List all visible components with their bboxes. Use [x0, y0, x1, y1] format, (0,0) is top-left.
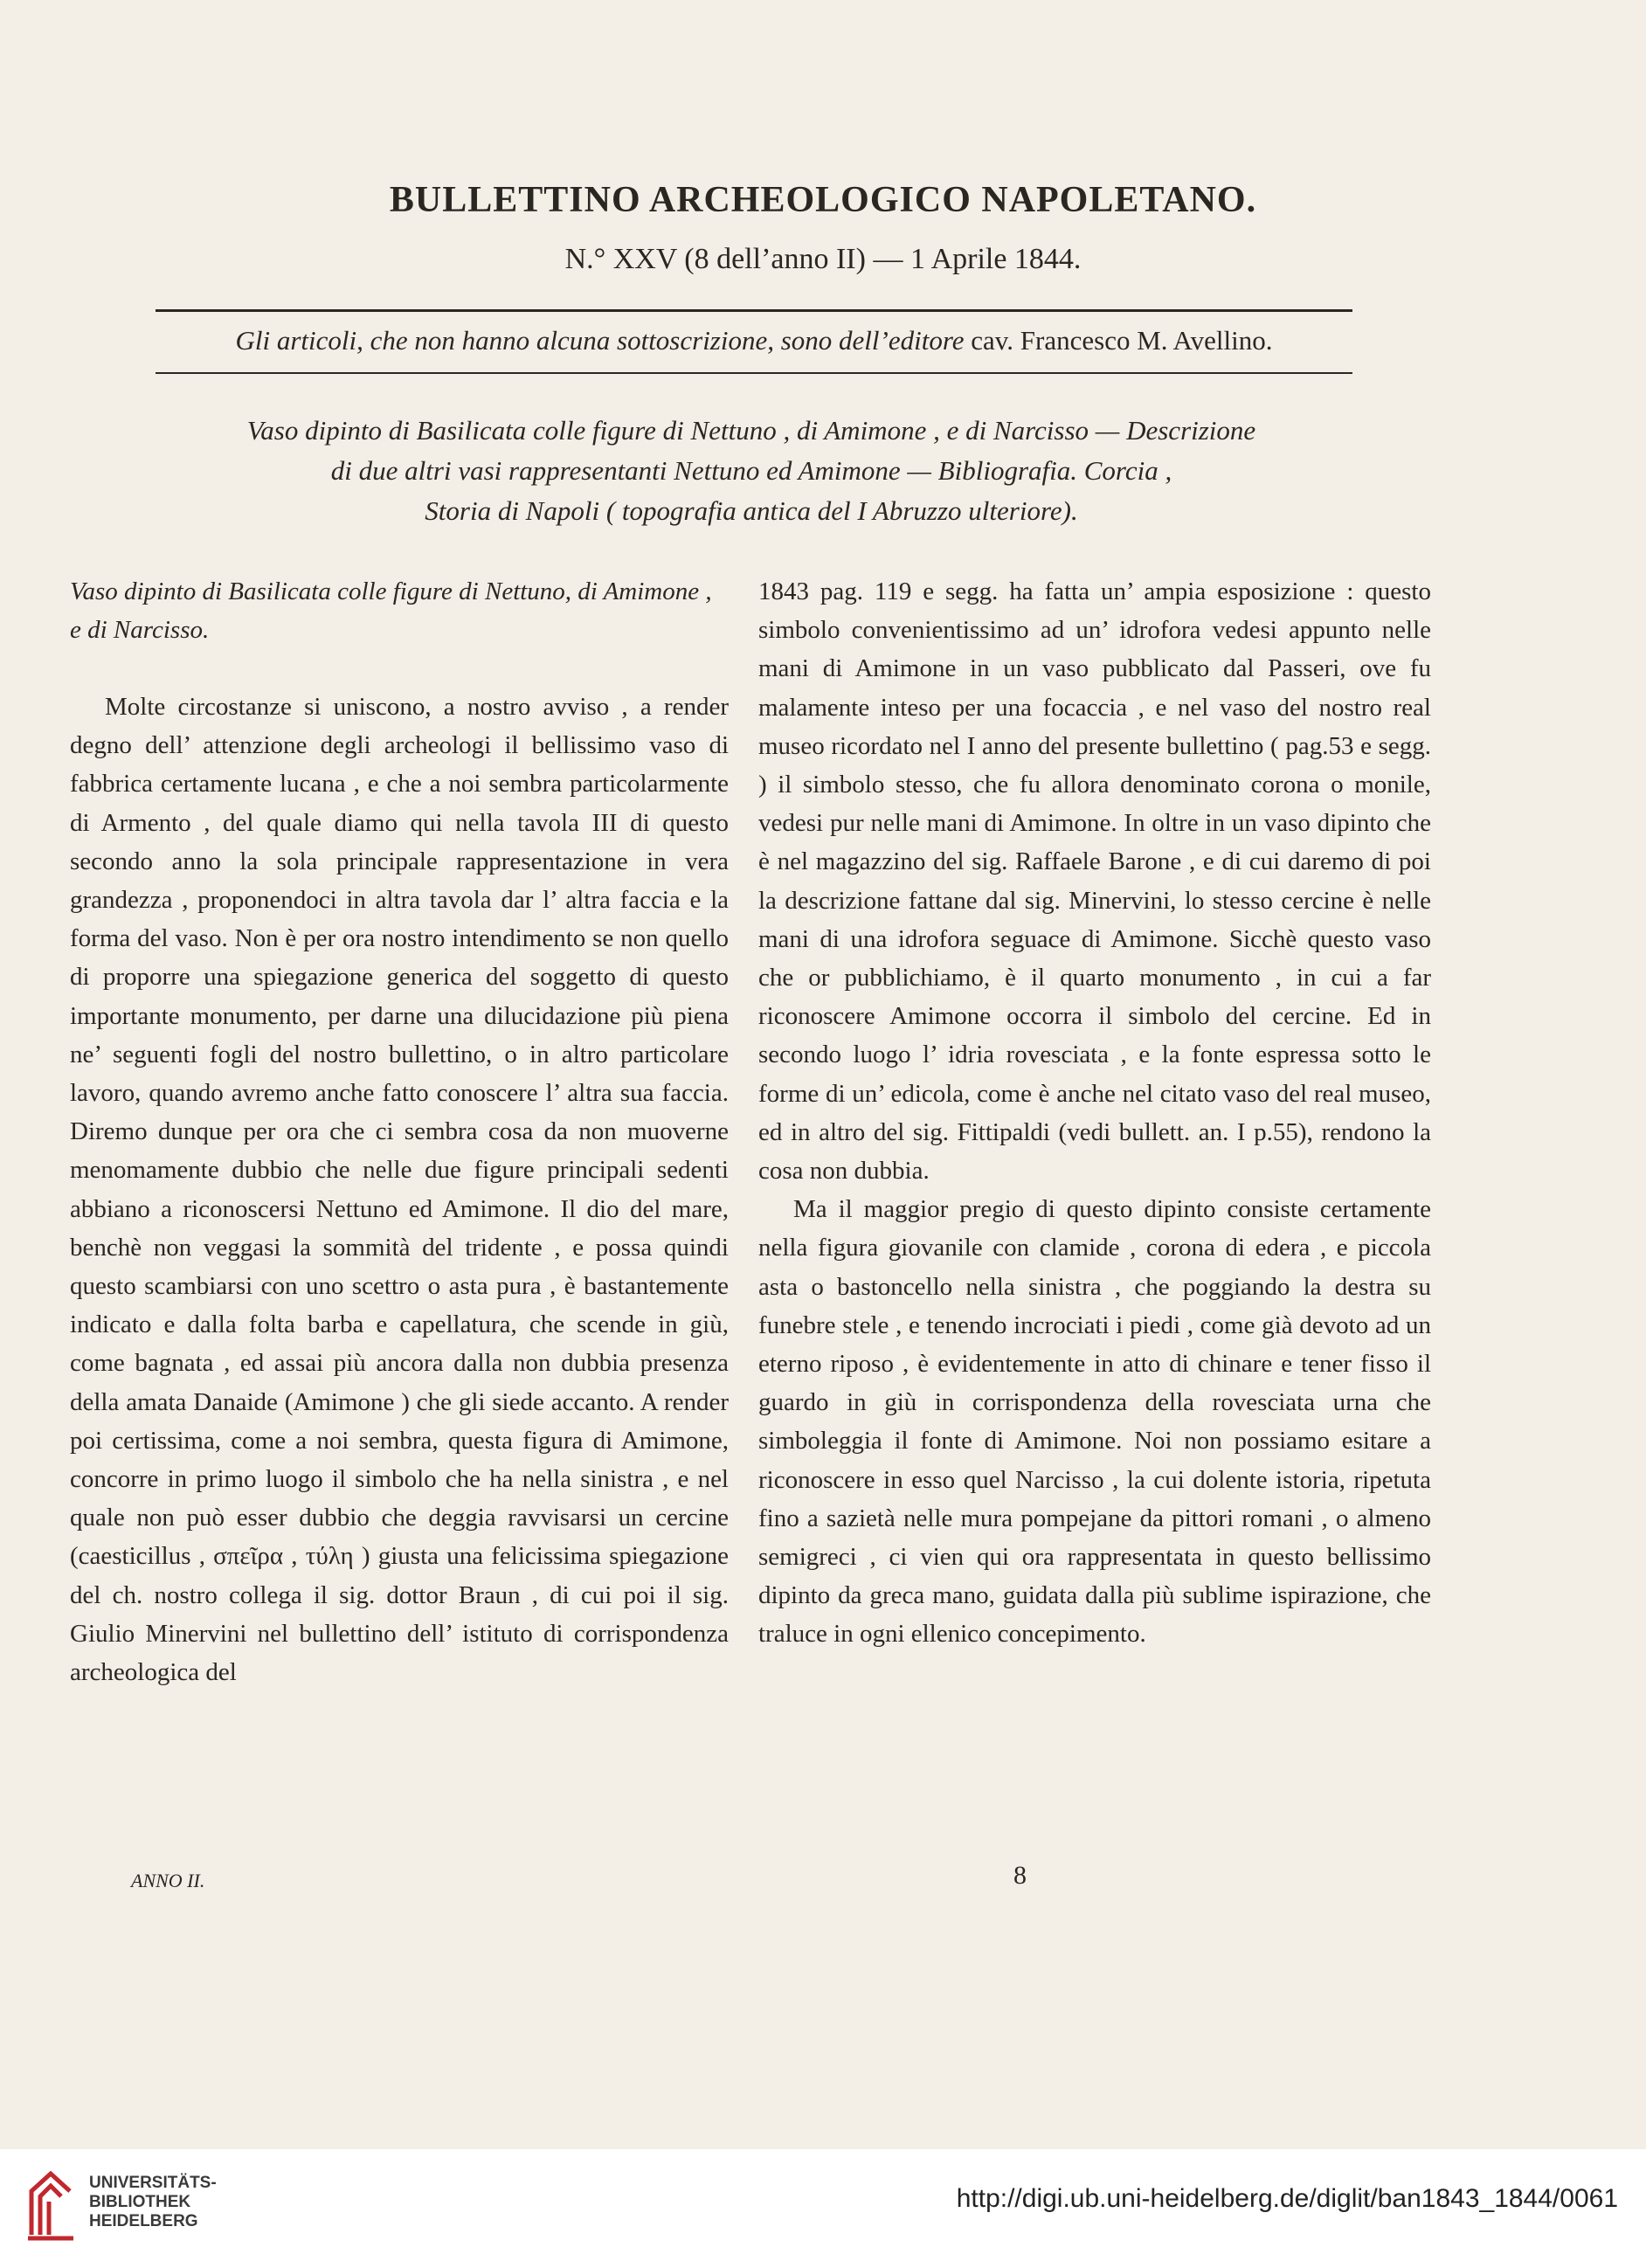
- article-heading: [105, 411, 1398, 531]
- library-logo-icon: [24, 2165, 77, 2244]
- editor-notice-name: cav. Francesco M. Avellino.: [964, 325, 1273, 356]
- issue-line: N.° XXV (8 dell’anno II) — 1 Aprile 1844.: [564, 243, 1082, 275]
- editor-notice-italic: Gli articoli, che non hanno alcuna sottoscrizione, sono dell’editore: [235, 325, 965, 356]
- right-column: [758, 572, 1431, 1654]
- volume-signature: ANNO II.: [131, 1870, 205, 1891]
- library-name-line-2: BIBLIOTHEK: [89, 2193, 191, 2211]
- journal-title: BULLETTINO ARCHEOLOGICO NAPOLETANO.: [389, 180, 1257, 220]
- library-name-line-3: HEIDELBERG: [89, 2212, 198, 2230]
- divider-bottom: [156, 372, 1352, 374]
- right-paragraph-1: 1843 pag. 119 e segg. ha fatta un’ ampia esposizione : questo simbolo convenientissimo ad un’ idrofora vedesi appunto nelle mani di Amimone in un vaso pubblicato dal Passeri, ove fu malamente inteso per una focaccia , e nel vaso del nostro real museo ricordato nel I anno del presente bullettino ( pag.53 e segg. ) il simbolo stesso, che fu allora denominato corona o monile, vedesi pur nelle mani di Amimone. In oltre in un vaso dipinto che è nel magazzino del sig. Raffaele Barone , e di cui daremo di poi la descrizione fattane dal sig. Minervini, lo stesso cercine è nelle mani di una idrofora seguace di Amimone. Sicchè questo vaso che or pubblichiamo, è il quarto monumento , in cui a far riconoscere Amimone occorra il simbolo del cercine. Ed in secondo luogo l’ idria rovesciata , e la fonte espressa sotto le forme di un’ edicola, come è anche nel citato vaso del real museo, ed in altro del sig. Fittipaldi (vedi bullett. an. I p.55), rendono la cosa non dubbia.: [758, 577, 1431, 1186]
- heading-line-2: di due altri vasi rappresentanti Nettuno ed Amimone — Bibliografia. Corcia ,: [330, 455, 1172, 486]
- heading-line-3: Storia di Napoli ( topografia antica del I Abruzzo ulteriore).: [425, 495, 1078, 526]
- left-paragraph-1: Molte circostanze si uniscono, a nostro avviso , a render degno dell’ attenzione degli archeologi il bellissimo vaso di fabbrica certamente lucana , e che a noi sembra particolarmente di Armento , del quale diamo qui nella tavola III di questo secondo anno la sola principale rappresentazione in vera grandezza , proponendoci in altra tavola dar l’ altra faccia e la forma del vaso. Non è per ora nostro intendimento se non quello di proporre una spiegazione generica del soggetto di questo importante monumento, per darne una dilucidazione più piena ne’ seguenti fogli del nostro bullettino, o in altro particolare lavoro, quando avremo anche fatto conoscere l’ altra sua faccia. Diremo dunque per ora che ci sembra cosa da non muoverne menomamente dubbio che nelle due figure principali sedenti abbiano a riconoscersi Nettuno ed Amimone. Il dio del mare, benchè non veggasi la sommità del tridente , e possa quindi questo scambiarsi con uno scettro o asta pura , è bastantemente indicato e dalla folta barba e capellatura, che scende in giù, come bagnata , ed assai più ancora dalla non dubbia presenza della amata Danaide (Amimone ) che gli siede accanto. A render poi certissima, come a noi sembra, questa figura di Amimone, concorre in primo luogo il simbolo che ha nella sinistra , e nel quale non può esser dubbio che deggia ravvisarsi un cercine (caesticillus , σπεῖρα , τύλη ) giusta una felicissima spiegazione del ch. nostro collega il sig. dottor Braun , di cui poi il sig. Giulio Minervini nel bullettino dell’ istituto di corrispondenza archeologica del: [70, 693, 729, 1687]
- right-paragraph-2: Ma il maggior pregio di questo dipinto consiste certamente nella figura giovanile con clamide , corona di edera , e piccola asta o bastoncello nella sinistra , che poggiando la destra su funebre stele , e tenendo incrociati i piedi , come già devoto ad un eterno riposo , è evidentemente in atto di chinare e tener fisso il guardo in giù in corrispondenza della rovesciata urna che simboleggia il fonte di Amimone. Noi non possiamo esitare a riconoscere in esso quel Narcisso , la cui dolente istoria, ripetuta fino a sazietà nelle mura pompejane da pittori romani , o almeno semigreci , ci vien qui ora rappresentata in questo bellissimo dipinto da greca mano, guidata dalla più sublime ispirazione, che traluce in ogni ellenico concepimento.: [758, 1195, 1431, 1649]
- page-number: 8: [1013, 1861, 1027, 1890]
- heading-line-1: Vaso dipinto di Basilicata colle figure di Nettuno , di Amimone , e di Narcisso — Descrizione: [246, 415, 1256, 446]
- divider-top: [156, 309, 1352, 312]
- editor-notice: [156, 325, 1352, 356]
- permalink-link[interactable]: http://digi.ub.uni-heidelberg.de/diglit/ban1843_1844/0061: [956, 2184, 1618, 2213]
- left-column: [70, 572, 729, 1691]
- section-subheading: Vaso dipinto di Basilicata colle figure di Nettuno, di Amimone , e di Narcisso.: [70, 577, 712, 644]
- permalink-url[interactable]: [957, 2184, 1618, 2214]
- library-name: [89, 2174, 217, 2231]
- library-name-line-1: UNIVERSITÄTS-: [89, 2174, 217, 2192]
